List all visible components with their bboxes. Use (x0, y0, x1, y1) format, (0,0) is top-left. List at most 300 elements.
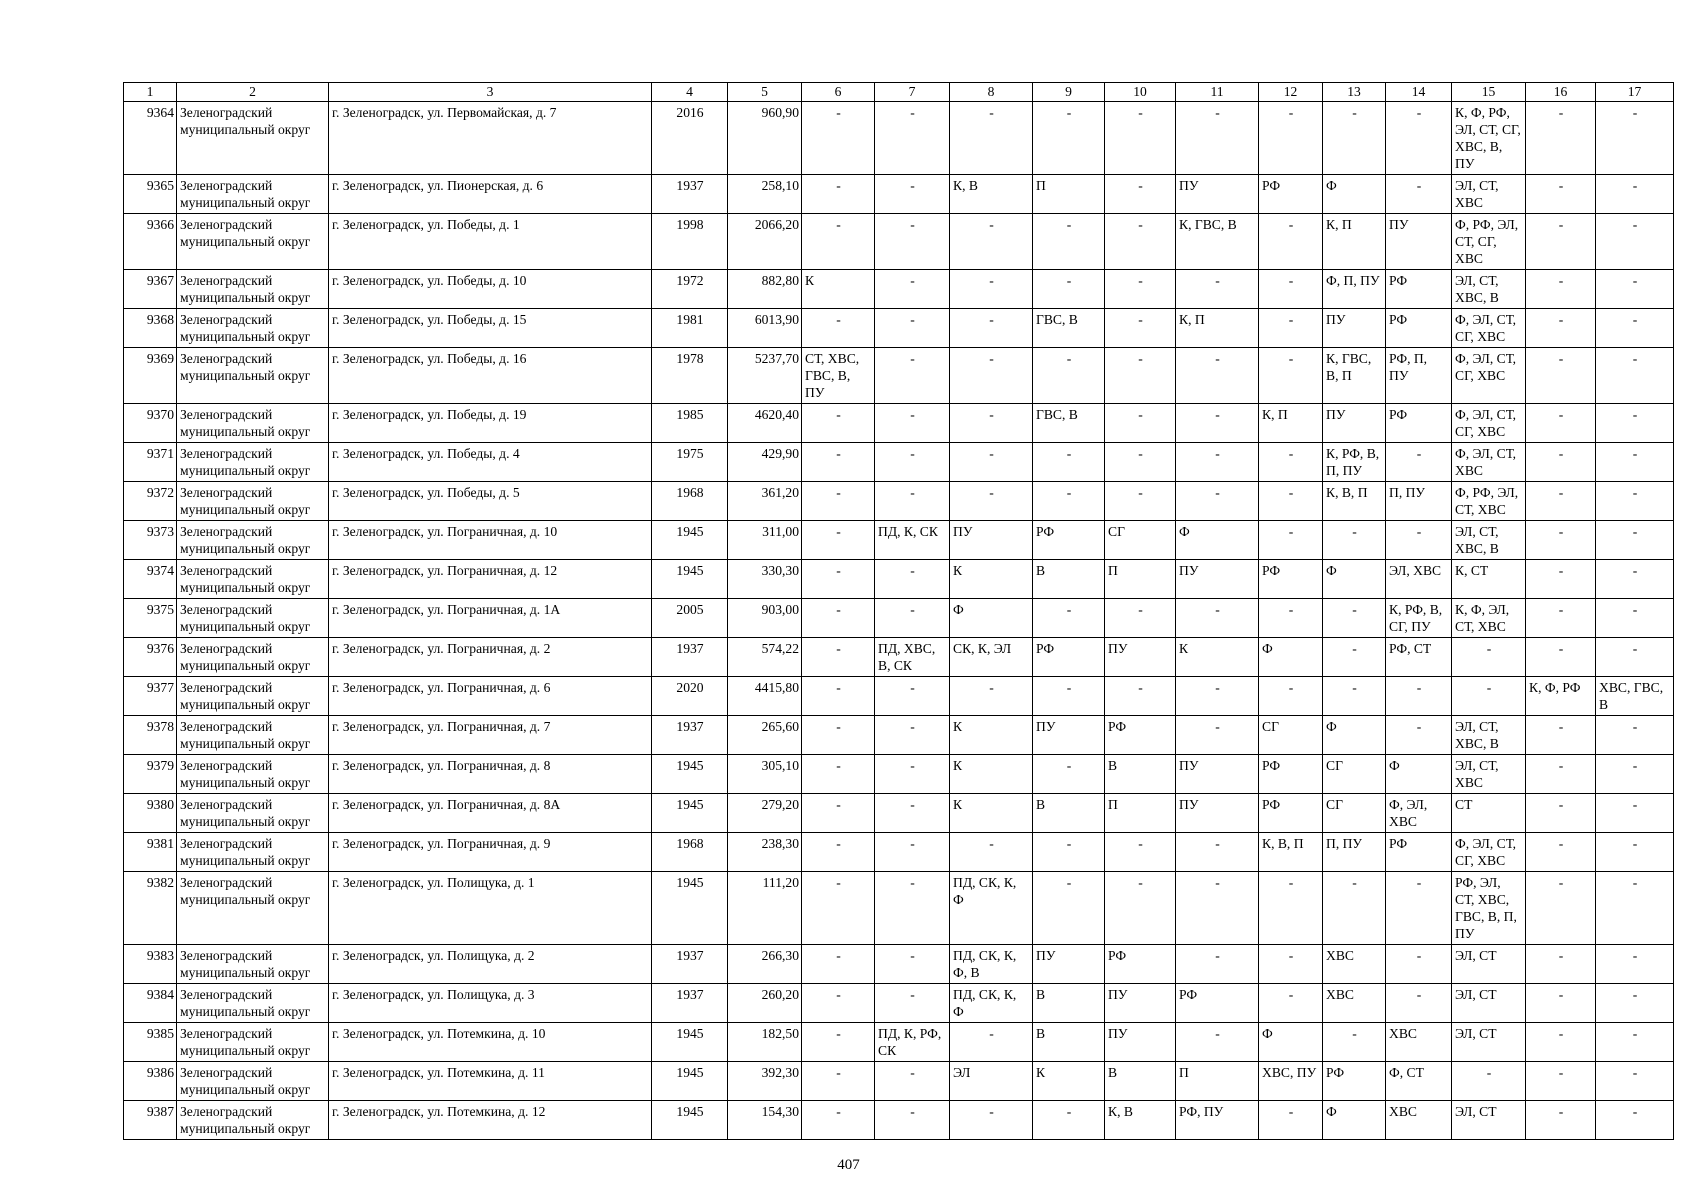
table-cell-col-7: - (875, 984, 950, 1023)
table-cell-col-12: РФ (1259, 560, 1323, 599)
table-cell-col-6: - (802, 872, 875, 945)
table-cell-col-15: Ф, ЭЛ, СТ, СГ, ХВС (1452, 309, 1526, 348)
table-cell-col-10: - (1105, 102, 1176, 175)
table-cell-col-11: - (1176, 677, 1259, 716)
header-row (124, 83, 1674, 102)
table-cell-col-14: РФ (1386, 404, 1452, 443)
table-cell-col-17: - (1596, 716, 1674, 755)
table-cell-col-1: 9373 (124, 521, 177, 560)
table-cell-col-8: К (950, 716, 1033, 755)
table-cell-col-9: К (1033, 1062, 1105, 1101)
table-cell-col-3: г. Зеленоградск, ул. Потемкина, д. 11 (329, 1062, 652, 1101)
table-cell-col-10: - (1105, 677, 1176, 716)
table-cell-col-7: - (875, 716, 950, 755)
table-cell-col-12: - (1259, 677, 1323, 716)
column-header-8: 8 (950, 83, 1033, 102)
table-cell-col-3: г. Зеленоградск, ул. Полищука, д. 2 (329, 945, 652, 984)
table-cell-col-17: - (1596, 794, 1674, 833)
table-cell-col-1: 9370 (124, 404, 177, 443)
table-cell-col-8: ПД, СК, К, Ф (950, 984, 1033, 1023)
table-cell-col-15: РФ, ЭЛ, СТ, ХВС, ГВС, В, П, ПУ (1452, 872, 1526, 945)
table-cell-col-14: - (1386, 945, 1452, 984)
table-cell-col-7: - (875, 214, 950, 270)
table-cell-col-11: К, П (1176, 309, 1259, 348)
table-cell-col-16: - (1526, 716, 1596, 755)
table-cell-col-12: К, П (1259, 404, 1323, 443)
table-cell-col-12: - (1259, 443, 1323, 482)
table-cell-col-12: - (1259, 984, 1323, 1023)
column-header-16: 16 (1526, 83, 1596, 102)
table-cell-col-2: Зеленоградский муниципальный округ (177, 214, 329, 270)
table-cell-col-7: - (875, 443, 950, 482)
table-cell-col-1: 9375 (124, 599, 177, 638)
table-cell-col-12: - (1259, 872, 1323, 945)
table-cell-col-4: 1981 (652, 309, 728, 348)
table-cell-col-7: - (875, 1101, 950, 1140)
table-cell-col-7: - (875, 404, 950, 443)
table-cell-col-8: - (950, 443, 1033, 482)
table-cell-col-17: - (1596, 443, 1674, 482)
table-cell-col-13: ПУ (1323, 309, 1386, 348)
table-cell-col-3: г. Зеленоградск, ул. Победы, д. 19 (329, 404, 652, 443)
table-cell-col-2: Зеленоградский муниципальный округ (177, 1062, 329, 1101)
table-cell-col-3: г. Зеленоградск, ул. Победы, д. 15 (329, 309, 652, 348)
table-cell-col-12: - (1259, 270, 1323, 309)
table-cell-col-4: 2005 (652, 599, 728, 638)
table-row (124, 404, 1674, 443)
column-header-17: 17 (1596, 83, 1674, 102)
table-cell-col-6: СТ, ХВС, ГВС, В, ПУ (802, 348, 875, 404)
table-cell-col-3: г. Зеленоградск, ул. Пограничная, д. 9 (329, 833, 652, 872)
table-cell-col-14: Ф (1386, 755, 1452, 794)
table-cell-col-3: г. Зеленоградск, ул. Пограничная, д. 10 (329, 521, 652, 560)
table-cell-col-1: 9365 (124, 175, 177, 214)
table-cell-col-15: Ф, ЭЛ, СТ, ХВС (1452, 443, 1526, 482)
table-cell-col-4: 1945 (652, 755, 728, 794)
table-cell-col-10: - (1105, 599, 1176, 638)
table-cell-col-14: - (1386, 984, 1452, 1023)
column-header-7: 7 (875, 83, 950, 102)
table-row (124, 348, 1674, 404)
table-cell-col-10: ПУ (1105, 638, 1176, 677)
table-cell-col-11: - (1176, 443, 1259, 482)
table-cell-col-17: - (1596, 482, 1674, 521)
table-cell-col-2: Зеленоградский муниципальный округ (177, 755, 329, 794)
table-cell-col-6: - (802, 984, 875, 1023)
table-cell-col-14: - (1386, 443, 1452, 482)
table-cell-col-4: 1937 (652, 945, 728, 984)
table-cell-col-1: 9384 (124, 984, 177, 1023)
table-cell-col-16: - (1526, 404, 1596, 443)
table-cell-col-1: 9385 (124, 1023, 177, 1062)
table-cell-col-3: г. Зеленоградск, ул. Пионерская, д. 6 (329, 175, 652, 214)
table-cell-col-15: ЭЛ, СТ (1452, 984, 1526, 1023)
table-cell-col-2: Зеленоградский муниципальный округ (177, 716, 329, 755)
table-cell-col-14: - (1386, 521, 1452, 560)
table-cell-col-3: г. Зеленоградск, ул. Полищука, д. 1 (329, 872, 652, 945)
table-cell-col-8: - (950, 309, 1033, 348)
table-cell-col-7: - (875, 833, 950, 872)
table-cell-col-4: 1937 (652, 984, 728, 1023)
table-cell-col-6: - (802, 404, 875, 443)
table-cell-col-13: К, ГВС, В, П (1323, 348, 1386, 404)
table-cell-col-12: - (1259, 309, 1323, 348)
table-cell-col-11: - (1176, 945, 1259, 984)
table-cell-col-4: 2020 (652, 677, 728, 716)
table-cell-col-11: ПУ (1176, 560, 1259, 599)
table-cell-col-15: Ф, РФ, ЭЛ, СТ, СГ, ХВС (1452, 214, 1526, 270)
table-cell-col-5: 429,90 (728, 443, 802, 482)
table-cell-col-4: 1945 (652, 1062, 728, 1101)
table-cell-col-9: - (1033, 348, 1105, 404)
table-cell-col-15: - (1452, 638, 1526, 677)
table-cell-col-12: РФ (1259, 175, 1323, 214)
table-cell-col-11: - (1176, 270, 1259, 309)
table-cell-col-13: Ф (1323, 175, 1386, 214)
table-cell-col-1: 9368 (124, 309, 177, 348)
table-cell-col-16: К, Ф, РФ (1526, 677, 1596, 716)
table-row (124, 872, 1674, 945)
table-cell-col-13: РФ (1323, 1062, 1386, 1101)
table-cell-col-13: СГ (1323, 794, 1386, 833)
table-cell-col-9: РФ (1033, 521, 1105, 560)
table-cell-col-8: К (950, 560, 1033, 599)
table-cell-col-12: - (1259, 348, 1323, 404)
table-cell-col-2: Зеленоградский муниципальный округ (177, 270, 329, 309)
table-cell-col-15: ЭЛ, СТ (1452, 1023, 1526, 1062)
table-cell-col-8: - (950, 677, 1033, 716)
table-cell-col-13: К, П (1323, 214, 1386, 270)
table-cell-col-17: - (1596, 175, 1674, 214)
table-cell-col-12: - (1259, 482, 1323, 521)
table-cell-col-5: 5237,70 (728, 348, 802, 404)
table-cell-col-12: - (1259, 102, 1323, 175)
column-header-5: 5 (728, 83, 802, 102)
table-cell-col-17: - (1596, 309, 1674, 348)
table-cell-col-8: - (950, 833, 1033, 872)
table-cell-col-6: - (802, 677, 875, 716)
table-cell-col-10: - (1105, 833, 1176, 872)
table-cell-col-11: РФ (1176, 984, 1259, 1023)
table-cell-col-1: 9381 (124, 833, 177, 872)
table-cell-col-2: Зеленоградский муниципальный округ (177, 794, 329, 833)
table-cell-col-6: - (802, 945, 875, 984)
table-cell-col-1: 9364 (124, 102, 177, 175)
table-cell-col-10: СГ (1105, 521, 1176, 560)
table-cell-col-16: - (1526, 755, 1596, 794)
table-cell-col-5: 154,30 (728, 1101, 802, 1140)
table-cell-col-17: ХВС, ГВС, В (1596, 677, 1674, 716)
table-cell-col-14: - (1386, 102, 1452, 175)
table-cell-col-7: - (875, 872, 950, 945)
column-header-6: 6 (802, 83, 875, 102)
table-cell-col-14: ХВС (1386, 1023, 1452, 1062)
table-cell-col-4: 1945 (652, 521, 728, 560)
table-cell-col-1: 9369 (124, 348, 177, 404)
table-cell-col-2: Зеленоградский муниципальный округ (177, 984, 329, 1023)
table-cell-col-1: 9386 (124, 1062, 177, 1101)
table-row (124, 270, 1674, 309)
table-cell-col-11: ПУ (1176, 755, 1259, 794)
table-cell-col-13: - (1323, 872, 1386, 945)
table-cell-col-8: ЭЛ (950, 1062, 1033, 1101)
table-row (124, 175, 1674, 214)
table-cell-col-2: Зеленоградский муниципальный округ (177, 404, 329, 443)
table-cell-col-10: - (1105, 309, 1176, 348)
table-cell-col-4: 2016 (652, 102, 728, 175)
table-cell-col-14: - (1386, 872, 1452, 945)
table-cell-col-5: 574,22 (728, 638, 802, 677)
table-cell-col-15: Ф, РФ, ЭЛ, СТ, ХВС (1452, 482, 1526, 521)
column-header-12: 12 (1259, 83, 1323, 102)
column-header-4: 4 (652, 83, 728, 102)
table-row (124, 716, 1674, 755)
column-header-1: 1 (124, 83, 177, 102)
table-cell-col-17: - (1596, 1101, 1674, 1140)
table-cell-col-11: - (1176, 872, 1259, 945)
table-cell-col-12: СГ (1259, 716, 1323, 755)
table-cell-col-6: - (802, 214, 875, 270)
table-cell-col-15: Ф, ЭЛ, СТ, СГ, ХВС (1452, 404, 1526, 443)
page-number: 407 (837, 1157, 860, 1173)
table-cell-col-5: 882,80 (728, 270, 802, 309)
table-cell-col-10: - (1105, 872, 1176, 945)
table-cell-col-17: - (1596, 945, 1674, 984)
table-cell-col-13: Ф (1323, 716, 1386, 755)
table-cell-col-3: г. Зеленоградск, ул. Победы, д. 5 (329, 482, 652, 521)
table-cell-col-11: П (1176, 1062, 1259, 1101)
table-cell-col-13: - (1323, 599, 1386, 638)
table-cell-col-16: - (1526, 443, 1596, 482)
table-cell-col-12: - (1259, 599, 1323, 638)
table-cell-col-17: - (1596, 102, 1674, 175)
table-cell-col-7: ПД, К, РФ, СК (875, 1023, 950, 1062)
table-cell-col-12: ХВС, ПУ (1259, 1062, 1323, 1101)
table-cell-col-6: - (802, 482, 875, 521)
table-cell-col-5: 258,10 (728, 175, 802, 214)
table-cell-col-7: - (875, 677, 950, 716)
table-row (124, 443, 1674, 482)
table-cell-col-12: РФ (1259, 755, 1323, 794)
table-cell-col-10: - (1105, 175, 1176, 214)
table-cell-col-3: г. Зеленоградск, ул. Победы, д. 4 (329, 443, 652, 482)
table-cell-col-3: г. Зеленоградск, ул. Пограничная, д. 8 (329, 755, 652, 794)
table-row (124, 1062, 1674, 1101)
table-cell-col-1: 9382 (124, 872, 177, 945)
table-cell-col-1: 9367 (124, 270, 177, 309)
table-cell-col-10: К, В (1105, 1101, 1176, 1140)
table-cell-col-7: - (875, 599, 950, 638)
table-cell-col-3: г. Зеленоградск, ул. Потемкина, д. 12 (329, 1101, 652, 1140)
table-cell-col-17: - (1596, 599, 1674, 638)
table-cell-col-2: Зеленоградский муниципальный округ (177, 833, 329, 872)
column-header-9: 9 (1033, 83, 1105, 102)
table-row (124, 677, 1674, 716)
table-cell-col-4: 1937 (652, 638, 728, 677)
table-cell-col-11: ПУ (1176, 175, 1259, 214)
table-cell-col-8: - (950, 404, 1033, 443)
table-cell-col-8: - (950, 270, 1033, 309)
table-cell-col-16: - (1526, 794, 1596, 833)
table-cell-col-6: - (802, 560, 875, 599)
column-header-11: 11 (1176, 83, 1259, 102)
table-cell-col-11: - (1176, 348, 1259, 404)
table-cell-col-14: Ф, СТ (1386, 1062, 1452, 1101)
table-cell-col-10: - (1105, 443, 1176, 482)
table-cell-col-6: К (802, 270, 875, 309)
table-row (124, 984, 1674, 1023)
table-row (124, 755, 1674, 794)
table-cell-col-4: 1978 (652, 348, 728, 404)
table-cell-col-13: ХВС (1323, 984, 1386, 1023)
table-cell-col-14: ПУ (1386, 214, 1452, 270)
table-cell-col-3: г. Зеленоградск, ул. Пограничная, д. 7 (329, 716, 652, 755)
table-cell-col-2: Зеленоградский муниципальный округ (177, 102, 329, 175)
table-cell-col-3: г. Зеленоградск, ул. Первомайская, д. 7 (329, 102, 652, 175)
table-cell-col-16: - (1526, 1023, 1596, 1062)
table-body (124, 102, 1674, 1140)
column-header-2: 2 (177, 83, 329, 102)
table-cell-col-3: г. Зеленоградск, ул. Пограничная, д. 2 (329, 638, 652, 677)
table-cell-col-16: - (1526, 1101, 1596, 1140)
table-cell-col-5: 903,00 (728, 599, 802, 638)
table-cell-col-13: - (1323, 677, 1386, 716)
table-cell-col-2: Зеленоградский муниципальный округ (177, 599, 329, 638)
table-cell-col-16: - (1526, 521, 1596, 560)
table-cell-col-14: К, РФ, В, СГ, ПУ (1386, 599, 1452, 638)
table-cell-col-9: РФ (1033, 638, 1105, 677)
table-cell-col-2: Зеленоградский муниципальный округ (177, 521, 329, 560)
table-cell-col-5: 4620,40 (728, 404, 802, 443)
table-cell-col-5: 260,20 (728, 984, 802, 1023)
table-cell-col-17: - (1596, 984, 1674, 1023)
table-cell-col-4: 1937 (652, 175, 728, 214)
column-header-3: 3 (329, 83, 652, 102)
table-cell-col-14: - (1386, 716, 1452, 755)
table-cell-col-12: Ф (1259, 1023, 1323, 1062)
table-cell-col-15: ЭЛ, СТ, ХВС (1452, 175, 1526, 214)
table-cell-col-15: - (1452, 1062, 1526, 1101)
table-cell-col-1: 9371 (124, 443, 177, 482)
table-cell-col-17: - (1596, 214, 1674, 270)
table-cell-col-11: - (1176, 404, 1259, 443)
table-cell-col-6: - (802, 521, 875, 560)
table-cell-col-13: ХВС (1323, 945, 1386, 984)
housing-registry-table (123, 82, 1674, 1140)
table-cell-col-13: Ф, П, ПУ (1323, 270, 1386, 309)
table-cell-col-10: - (1105, 482, 1176, 521)
column-header-13: 13 (1323, 83, 1386, 102)
table-cell-col-4: 1937 (652, 716, 728, 755)
table-cell-col-9: В (1033, 560, 1105, 599)
table-cell-col-13: - (1323, 1023, 1386, 1062)
table-cell-col-13: СГ (1323, 755, 1386, 794)
table-cell-col-14: РФ (1386, 309, 1452, 348)
table-header (124, 83, 1674, 102)
table-cell-col-9: - (1033, 214, 1105, 270)
table-cell-col-7: - (875, 560, 950, 599)
table-cell-col-15: ЭЛ, СТ (1452, 945, 1526, 984)
table-cell-col-9: - (1033, 833, 1105, 872)
table-cell-col-16: - (1526, 599, 1596, 638)
table-cell-col-6: - (802, 309, 875, 348)
table-cell-col-10: ПУ (1105, 984, 1176, 1023)
table-cell-col-17: - (1596, 638, 1674, 677)
table-cell-col-7: - (875, 309, 950, 348)
table-cell-col-8: - (950, 482, 1033, 521)
table-cell-col-15: Ф, ЭЛ, СТ, СГ, ХВС (1452, 348, 1526, 404)
table-row (124, 638, 1674, 677)
table-cell-col-14: РФ, П, ПУ (1386, 348, 1452, 404)
table-cell-col-14: РФ, СТ (1386, 638, 1452, 677)
table-cell-col-14: - (1386, 175, 1452, 214)
table-cell-col-17: - (1596, 755, 1674, 794)
table-cell-col-5: 2066,20 (728, 214, 802, 270)
table-cell-col-16: - (1526, 945, 1596, 984)
table-cell-col-13: - (1323, 102, 1386, 175)
table-cell-col-4: 1945 (652, 1023, 728, 1062)
table-cell-col-15: ЭЛ, СТ, ХВС, В (1452, 270, 1526, 309)
table-cell-col-2: Зеленоградский муниципальный округ (177, 1023, 329, 1062)
table-cell-col-7: ПД, ХВС, В, СК (875, 638, 950, 677)
table-cell-col-11: - (1176, 1023, 1259, 1062)
table-cell-col-3: г. Зеленоградск, ул. Пограничная, д. 6 (329, 677, 652, 716)
table-row (124, 309, 1674, 348)
table-cell-col-9: В (1033, 984, 1105, 1023)
table-cell-col-6: - (802, 599, 875, 638)
table-cell-col-6: - (802, 443, 875, 482)
table-row (124, 1101, 1674, 1140)
table-cell-col-7: - (875, 1062, 950, 1101)
table-cell-col-8: Ф (950, 599, 1033, 638)
table-cell-col-2: Зеленоградский муниципальный округ (177, 175, 329, 214)
table-cell-col-11: Ф (1176, 521, 1259, 560)
table-cell-col-17: - (1596, 270, 1674, 309)
table-cell-col-11: РФ, ПУ (1176, 1101, 1259, 1140)
table-cell-col-8: ПУ (950, 521, 1033, 560)
table-cell-col-11: ПУ (1176, 794, 1259, 833)
table-cell-col-10: - (1105, 404, 1176, 443)
table-cell-col-11: К, ГВС, В (1176, 214, 1259, 270)
table-cell-col-16: - (1526, 638, 1596, 677)
table-cell-col-15: К, СТ (1452, 560, 1526, 599)
table-cell-col-14: ЭЛ, ХВС (1386, 560, 1452, 599)
table-cell-col-13: Ф (1323, 1101, 1386, 1140)
table-cell-col-8: - (950, 214, 1033, 270)
table-cell-col-14: РФ (1386, 270, 1452, 309)
table-cell-col-10: РФ (1105, 716, 1176, 755)
table-cell-col-5: 111,20 (728, 872, 802, 945)
table-cell-col-9: ГВС, В (1033, 404, 1105, 443)
table-row (124, 945, 1674, 984)
table-cell-col-16: - (1526, 560, 1596, 599)
table-cell-col-1: 9387 (124, 1101, 177, 1140)
table-cell-col-4: 1945 (652, 560, 728, 599)
table-cell-col-10: - (1105, 214, 1176, 270)
table-cell-col-15: - (1452, 677, 1526, 716)
table-cell-col-12: - (1259, 214, 1323, 270)
table-cell-col-9: - (1033, 482, 1105, 521)
table-cell-col-11: - (1176, 102, 1259, 175)
table-cell-col-2: Зеленоградский муниципальный округ (177, 1101, 329, 1140)
table-cell-col-13: Ф (1323, 560, 1386, 599)
table-cell-col-14: П, ПУ (1386, 482, 1452, 521)
table-cell-col-16: - (1526, 1062, 1596, 1101)
table-cell-col-17: - (1596, 872, 1674, 945)
table-cell-col-4: 1975 (652, 443, 728, 482)
table-cell-col-17: - (1596, 833, 1674, 872)
table-row (124, 833, 1674, 872)
